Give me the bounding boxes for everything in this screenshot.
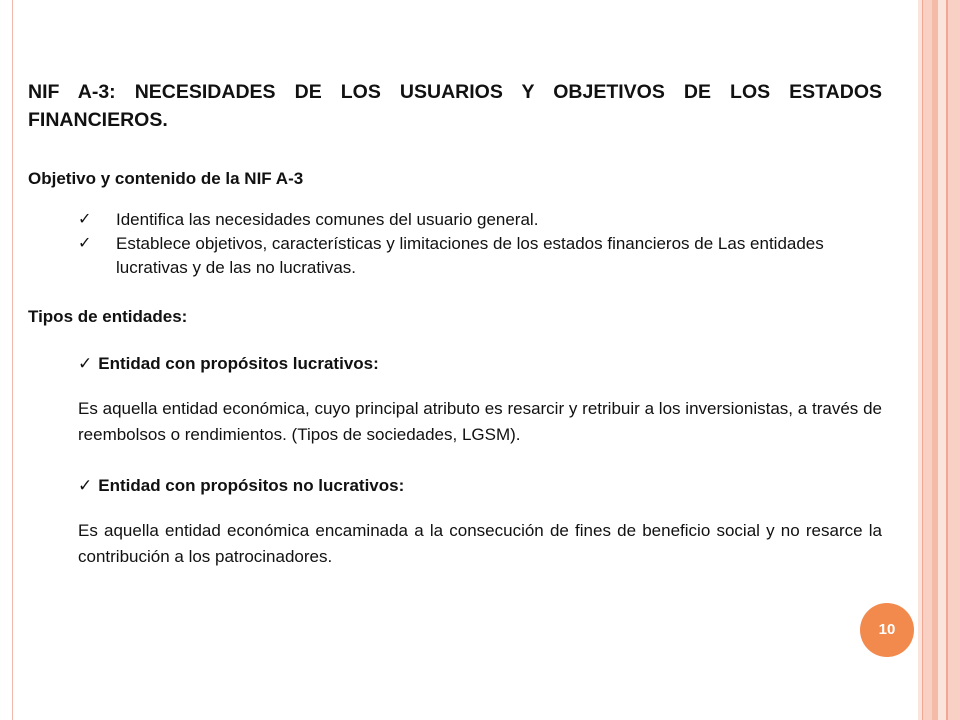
type-description-lucrative: Es aquella entidad económica, cuyo principal atributo es resarcir y retribuir a los inversionistas, a través de reembolsos o rendimientos. (Tipos de sociedades, LGSM).	[78, 399, 882, 444]
slide-left-border	[12, 0, 13, 720]
page-number-badge: 10	[860, 603, 914, 657]
objective-bullet-list	[28, 208, 882, 280]
type-description-non-lucrative: Es aquella entidad económica encaminada a la consecución de fines de beneficio social y no resarce la contribución a los patrocinadores.	[78, 521, 882, 566]
bullet-text: Establece objetivos, características y limitaciones de los estados financieros de Las entidades lucrativas y de las no lucrativas.	[116, 234, 824, 277]
slide-content	[28, 78, 882, 570]
type-heading-text: Entidad con propósitos lucrativos:	[98, 354, 379, 373]
type-heading-non-lucrative	[28, 474, 882, 498]
list-item	[28, 232, 882, 280]
type-heading-lucrative	[28, 352, 882, 376]
objective-heading: Objetivo y contenido de la NIF A-3	[28, 169, 304, 188]
bullet-text: Identifica las necesidades comunes del usuario general.	[116, 210, 539, 229]
slide-title: NIF A-3: NECESIDADES DE LOS USUARIOS Y OBJETIVOS DE LOS ESTADOS FINANCIEROS.	[28, 81, 882, 131]
check-icon: ✓	[78, 211, 92, 228]
list-item	[28, 208, 882, 232]
check-icon: ✓	[78, 235, 92, 252]
type-heading-text: Entidad con propósitos no lucrativos:	[98, 476, 405, 495]
check-icon: ✓	[78, 354, 93, 373]
slide-right-border	[918, 0, 960, 720]
types-heading: Tipos de entidades:	[28, 307, 188, 326]
check-icon: ✓	[78, 476, 93, 495]
